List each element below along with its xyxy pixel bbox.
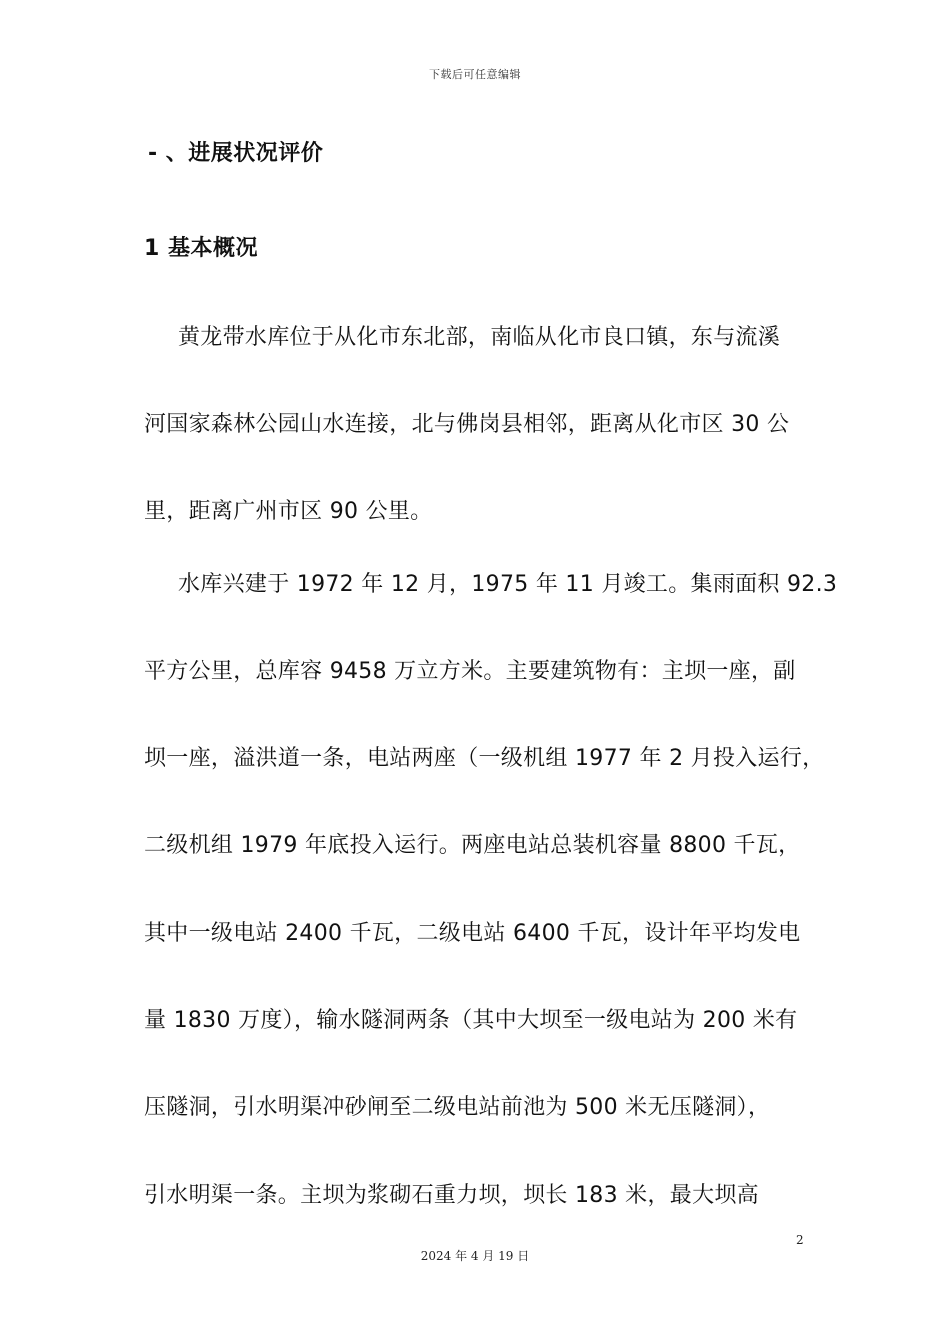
- paragraph-line: 里，距离广州市区 90 公里。: [144, 499, 433, 524]
- page-header: 下载后可任意编辑: [429, 68, 521, 81]
- section-heading: - 、进展状况评价: [148, 141, 324, 166]
- paragraph-line: 坝一座，溢洪道一条，电站两座（一级机组 1977 年 2 月投入运行，: [144, 746, 825, 771]
- paragraph-line: 河国家森林公园山水连接，北与佛岗县相邻，距离从化市区 30 公: [144, 412, 790, 437]
- paragraph-line: 黄龙带水库位于从化市东北部，南临从化市良口镇，东与流溪: [178, 325, 781, 350]
- page-number: 2: [796, 1233, 804, 1247]
- paragraph-line: 其中一级电站 2400 千瓦，二级电站 6400 千瓦，设计年平均发电: [144, 921, 801, 946]
- paragraph-line: 平方公里，总库容 9458 万立方米。主要建筑物有：主坝一座，副: [144, 659, 796, 684]
- subsection-heading: 1 基本概况: [144, 236, 258, 261]
- paragraph-line: 水库兴建于 1972 年 12 月，1975 年 11 月竣工。集雨面积 92.3: [178, 572, 838, 597]
- paragraph-line: 压隧洞，引水明渠冲砂闸至二级电站前池为 500 米无压隧洞），: [144, 1095, 771, 1120]
- paragraph-line: 引水明渠一条。主坝为浆砌石重力坝，坝长 183 米，最大坝高: [144, 1183, 759, 1208]
- page-footer-date: 2024 年 4 月 19 日: [420, 1249, 530, 1263]
- paragraph-line: 量 1830 万度），输水隧洞两条（其中大坝至一级电站为 200 米有: [144, 1008, 798, 1033]
- paragraph-line: 二级机组 1979 年底投入运行。两座电站总装机容量 8800 千瓦，: [144, 833, 801, 858]
